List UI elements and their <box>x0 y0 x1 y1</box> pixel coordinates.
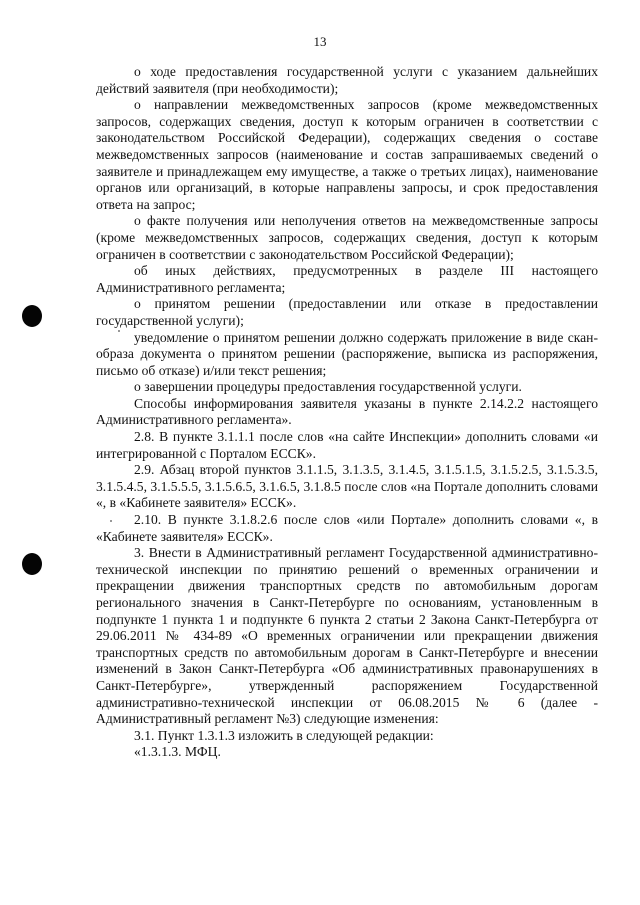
paragraph: о факте получения или неполучения ответов на межведомственные запросы (кроме межведомственных запросов, содержащих сведения, доступ к которым ограничен в соответствии с законодательством Российской Федерации); <box>96 213 598 262</box>
paragraph: уведомление о принятом решении должно содержать приложение в виде скан-образа документа о принятом решении (распоряжение, выписка из распоряжения, письмо об отказе) и/или текст решения; <box>96 329 598 378</box>
paragraph: 2.9. Абзац второй пунктов 3.1.1.5, 3.1.3.5, 3.1.4.5, 3.1.5.1.5, 3.1.5.2.5, 3.1.5.3.5, 3.1.5.4.5, 3.1.5.5.5, 3.1.5.6.5, 3.1.6.5, 3.1.8.5 после слов «на Портале дополнить словами «, в «Кабинете заявителя» ЕССК». <box>96 462 598 511</box>
page-number: 13 <box>313 34 327 49</box>
paragraph: об иных действиях, предусмотренных в разделе III настоящего Административного регламента; <box>96 263 598 295</box>
paragraph: о направлении межведомственных запросов (кроме межведомственных запросов, содержащих сведения, доступ к которым ограничен в соответствии с законодательством Российской Федерации), содержащих сведения о составе межведомственных запросов (наименование и состав запрашиваемых сведений о заявителе и принадлежащем ему имуществе, а также о третьих лицах), наименование органов или организаций, в которые направлены запросы, и срок предоставления ответа на запрос; <box>96 97 598 212</box>
punch-hole-mark <box>22 305 42 327</box>
document-body <box>96 64 598 761</box>
paragraph: о ходе предоставления государственной услуги с указанием дальнейших действий заявителя (при необходимости); <box>96 64 598 96</box>
paragraph: 2.10. В пункте 3.1.8.2.6 после слов «или Портале» дополнить словами «, в «Кабинете заявителя» ЕССК». <box>96 512 598 544</box>
paragraph: Способы информирования заявителя указаны в пункте 2.14.2.2 настоящего Административного регламента». <box>96 395 598 428</box>
punch-hole-mark <box>22 553 42 575</box>
paragraph: о принятом решении (предоставлении или отказе в предоставлении государственной услуги); <box>96 296 598 328</box>
paragraph: о завершении процедуры предоставления государственной услуги. <box>134 379 522 395</box>
paragraph: «1.3.1.3. МФЦ. <box>134 744 221 760</box>
paragraph: 3.1. Пункт 1.3.1.3 изложить в следующей редакции: <box>134 727 434 743</box>
paragraph: 2.8. В пункте 3.1.1.1 после слов «на сайте Инспекции» дополнить словами «и интегрированной с Порталом ЕССК». <box>96 429 598 461</box>
paragraph: 3. Внести в Административный регламент Государственной административно-технической инспекции по принятию решений о временных ограничении и прекращении движения транспортных средств по автомобильным дорогам регионального значения в Санкт-Петербурге по основаниям, установленным в подпункте 1 пункта 1 и подпункте 6 пункта 2 статьи 2 Закона Санкт-Петербурга от 29.06.2011 № 434-89 «О временных ограничении или прекращении движения транспортных средств по автомобильным дорогам в Санкт-Петербурге и внесении изменений в Закон Санкт-Петербурга «Об административных правонарушениях в Санкт-Петербурге», утвержденный распоряжением Государственной административно-технической инспекции от 06.08.2015 № 6 (далее - Административный регламент №3) следующие изменения: <box>96 545 598 727</box>
